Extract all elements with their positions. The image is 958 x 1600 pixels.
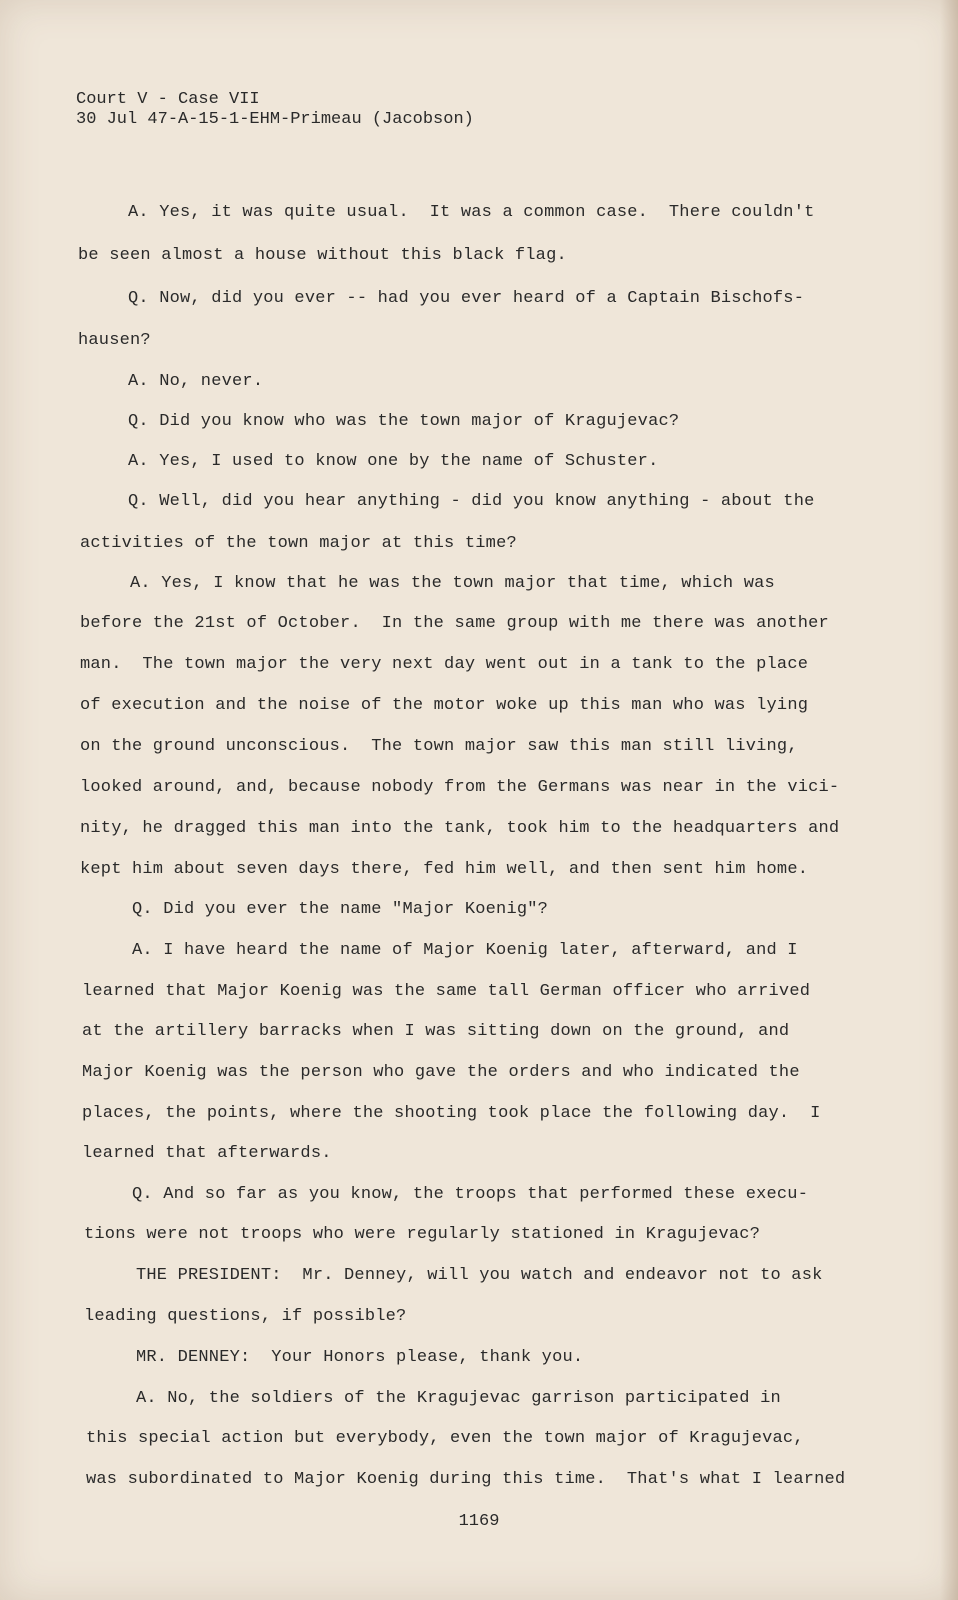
text-line-7: A. Yes, I used to know one by the name of Schuster. (128, 452, 659, 471)
text-line-6: Q. Did you know who was the town major of Kragujevac? (128, 412, 680, 431)
page-edge-shadow (940, 0, 958, 1600)
text-line-20: learned that Major Koenig was the same tall German officer who arrived (82, 982, 811, 1001)
text-line-11: before the 21st of October. In the same group with me there was another (80, 614, 829, 633)
header-line-1: Court V - Case VII (76, 90, 260, 109)
text-line-18: Q. Did you ever the name "Major Koenig"? (132, 900, 549, 919)
text-line-29: MR. DENNEY: Your Honors please, thank you. (136, 1348, 584, 1367)
text-line-25: Q. And so far as you know, the troops that performed these execu- (132, 1185, 809, 1204)
text-line-2: be seen almost a house without this black flag. (78, 246, 567, 265)
text-line-4: hausen? (78, 331, 151, 350)
text-line-28: leading questions, if possible? (84, 1307, 407, 1326)
text-line-16: nity, he dragged this man into the tank, took him to the headquarters and (80, 819, 840, 838)
text-line-8: Q. Well, did you hear anything - did you know anything - about the (128, 492, 815, 511)
text-line-22: Major Koenig was the person who gave the orders and who indicated the (82, 1063, 800, 1082)
text-line-19: A. I have heard the name of Major Koenig later, afterward, and I (132, 941, 798, 960)
text-line-10: A. Yes, I know that he was the town major that time, which was (130, 574, 775, 593)
header-line-2: 30 Jul 47-A-15-1-EHM-Primeau (Jacobson) (76, 110, 474, 129)
text-line-24: learned that afterwards. (82, 1144, 332, 1163)
text-line-9: activities of the town major at this time? (80, 534, 517, 553)
text-line-3: Q. Now, did you ever -- had you ever heard of a Captain Bischofs- (128, 289, 805, 308)
text-line-5: A. No, never. (128, 372, 264, 391)
text-line-23: places, the points, where the shooting took place the following day. I (82, 1104, 821, 1123)
text-line-17: kept him about seven days there, fed him well, and then sent him home. (80, 860, 809, 879)
document-header (76, 90, 474, 130)
text-line-26: tions were not troops who were regularly stationed in Kragujevac? (84, 1225, 761, 1244)
text-line-27: THE PRESIDENT: Mr. Denney, will you watch and endeavor not to ask (136, 1266, 823, 1285)
text-line-12: man. The town major the very next day went out in a tank to the place (80, 655, 809, 674)
text-line-32: was subordinated to Major Koenig during this time. That's what I learned (86, 1470, 846, 1489)
page-number: 1169 (458, 1512, 500, 1531)
text-line-13: of execution and the noise of the motor woke up this man who was lying (80, 696, 809, 715)
text-line-14: on the ground unconscious. The town major saw this man still living, (80, 737, 798, 756)
text-line-30: A. No, the soldiers of the Kragujevac garrison participated in (136, 1389, 781, 1408)
text-line-31: this special action but everybody, even the town major of Kragujevac, (86, 1429, 804, 1448)
text-line-15: looked around, and, because nobody from the Germans was near in the vici- (80, 778, 840, 797)
text-line-21: at the artillery barracks when I was sitting down on the ground, and (82, 1022, 790, 1041)
text-line-1: A. Yes, it was quite usual. It was a common case. There couldn't (128, 203, 815, 222)
